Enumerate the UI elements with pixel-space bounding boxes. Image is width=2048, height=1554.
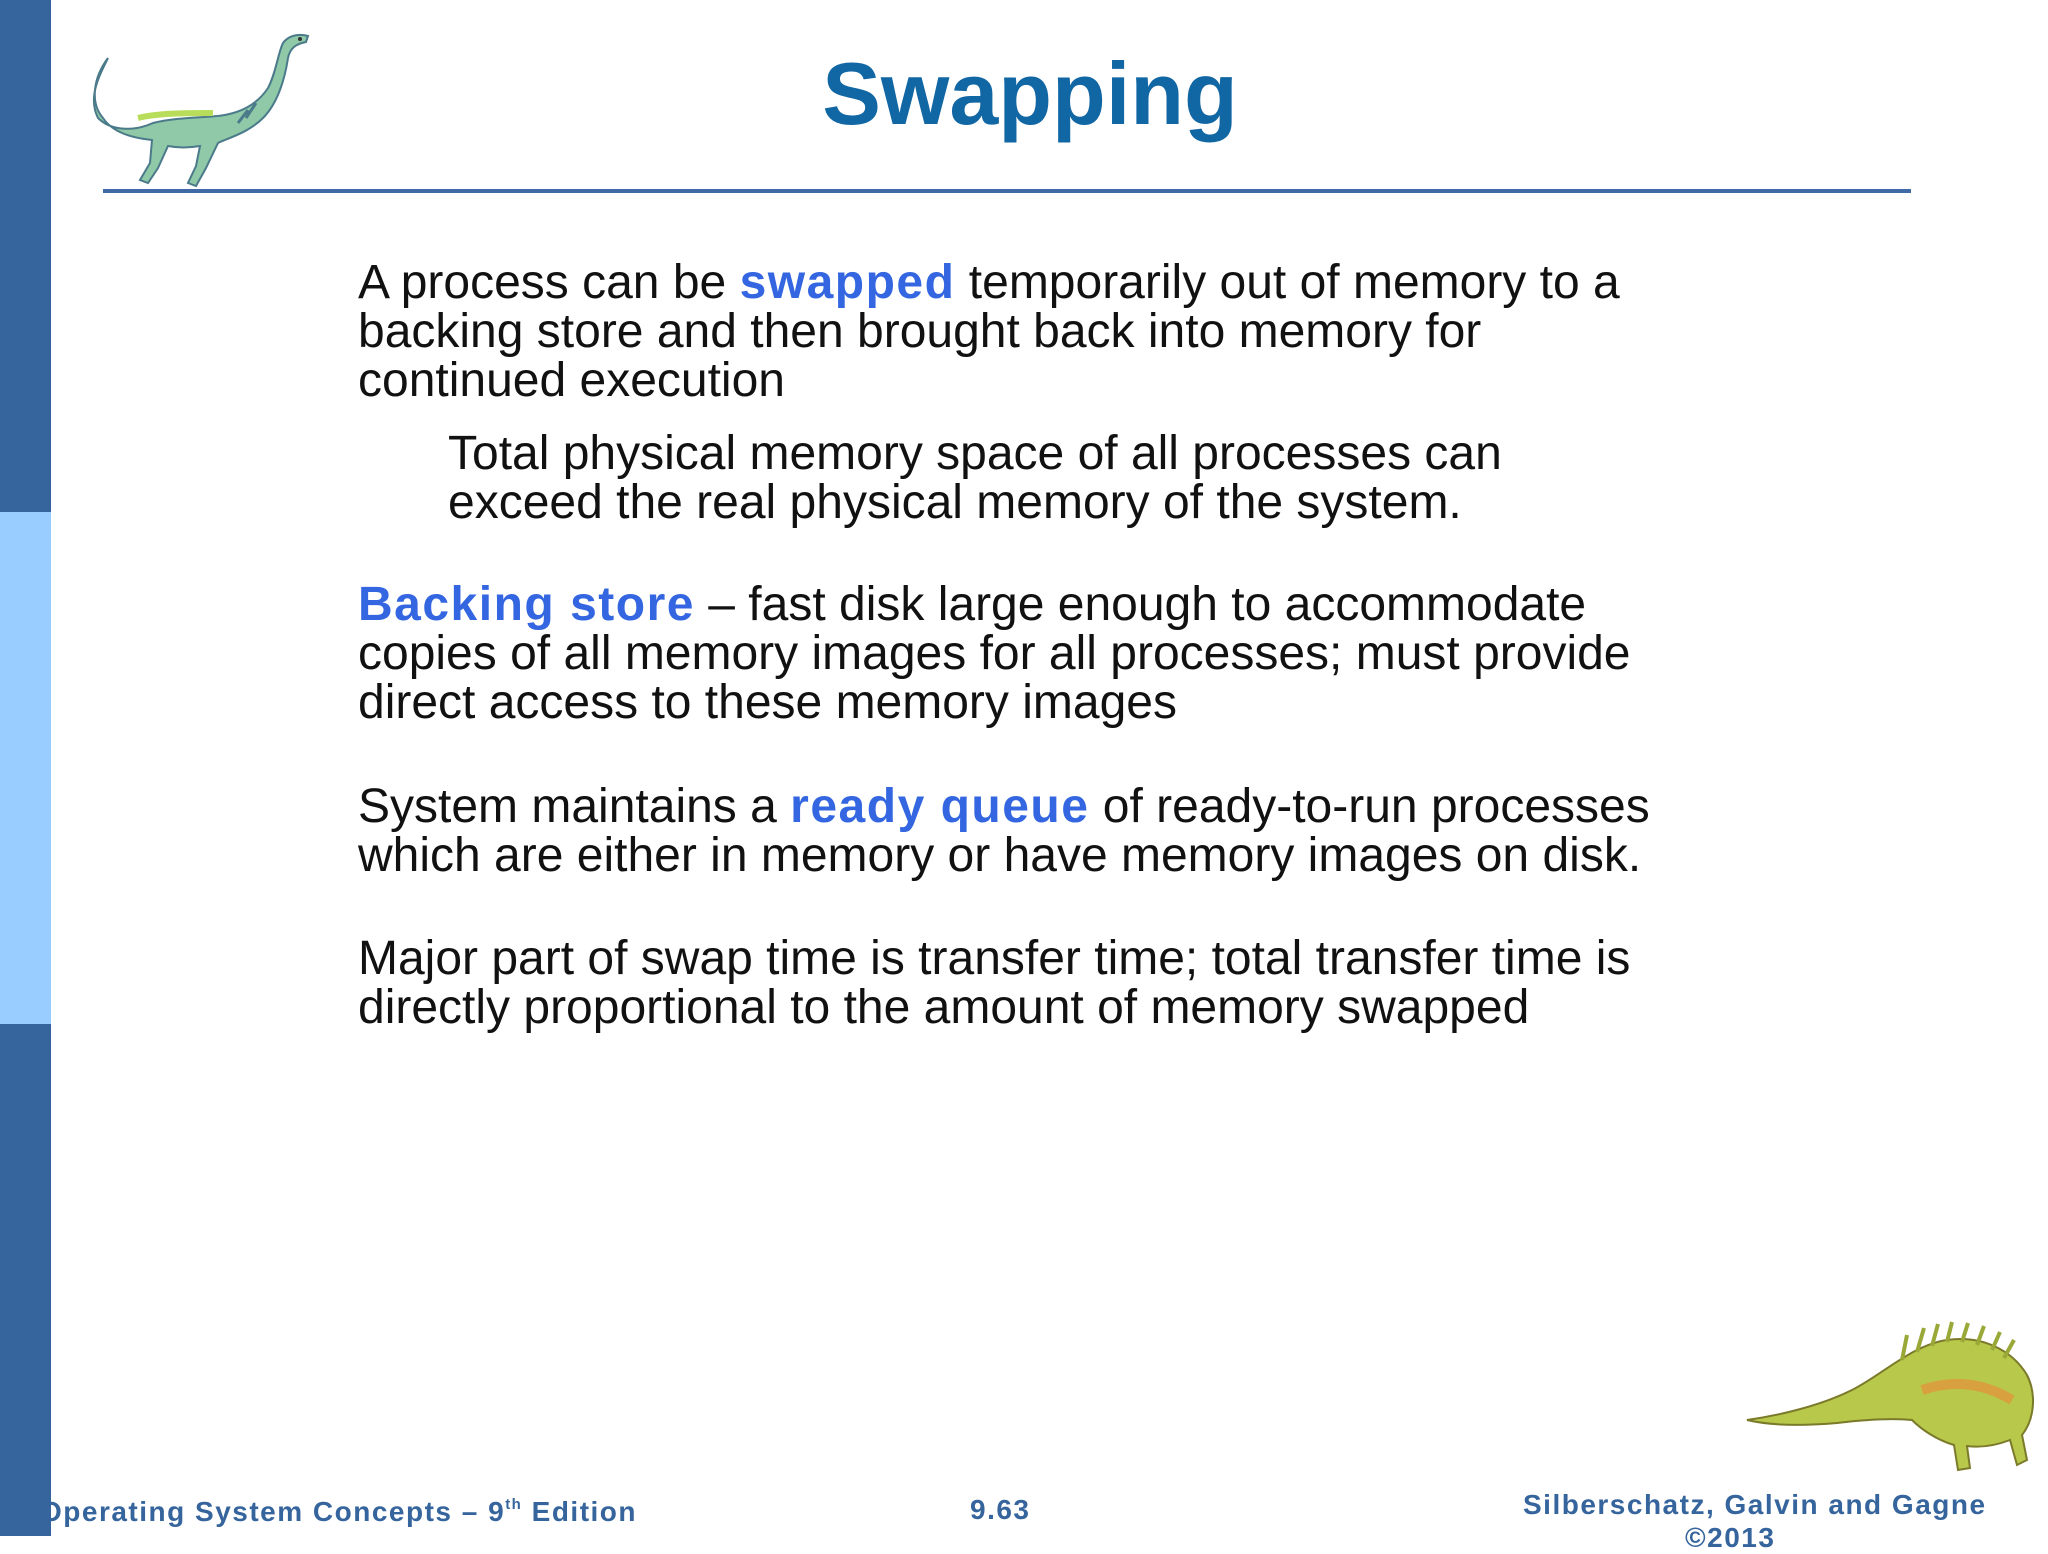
bullet-swapped-line-3: continued execution bbox=[358, 354, 785, 407]
sub-bullet-line-2: exceed the real physical memory of the system. bbox=[448, 476, 1462, 529]
bullet-backing-store-line-1: Backing store – fast disk large enough to accommodate bbox=[358, 578, 1587, 631]
sidebar-middle-band bbox=[0, 512, 51, 1024]
keyword-backing-store: Backing store bbox=[358, 578, 695, 631]
slide-title: Swapping bbox=[822, 44, 1238, 143]
bullet-transfer-time-line-2: directly proportional to the amount of memory swapped bbox=[358, 981, 1530, 1034]
bullet-transfer-time-line-1: Major part of swap time is transfer time; total transfer time is bbox=[358, 932, 1631, 985]
footer-book-title: Operating System Concepts – 9th Edition bbox=[40, 1496, 638, 1527]
keyword-ready-queue: ready queue bbox=[790, 780, 1090, 833]
bullet-ready-queue-line-2: which are either in memory or have memory images on disk. bbox=[358, 829, 1642, 882]
sidebar-bottom-band bbox=[0, 1024, 51, 1536]
sub-bullet-line-1: Total physical memory space of all processes can bbox=[448, 427, 1502, 480]
bullet-swapped-line-1: A process can be swapped temporarily out of memory to a bbox=[358, 256, 1620, 309]
bullet-ready-queue-line-1: System maintains a ready queue of ready-to-run processes bbox=[358, 780, 1650, 833]
footer-authors: Silberschatz, Galvin and Gagne bbox=[1523, 1489, 1987, 1520]
dinosaur-bottom-right-image bbox=[1742, 1320, 2042, 1475]
bullet-backing-store-line-3: direct access to these memory images bbox=[358, 676, 1177, 729]
keyword-swapped: swapped bbox=[739, 256, 956, 309]
title-divider bbox=[103, 189, 1911, 193]
bullet-backing-store-line-2: copies of all memory images for all processes; must provide bbox=[358, 627, 1631, 680]
bullet-swapped-line-2: backing store and then brought back into memory for bbox=[358, 305, 1482, 358]
footer-page-number: 9.63 bbox=[970, 1494, 1031, 1525]
footer-copyright: ©2013 bbox=[1685, 1522, 1776, 1553]
